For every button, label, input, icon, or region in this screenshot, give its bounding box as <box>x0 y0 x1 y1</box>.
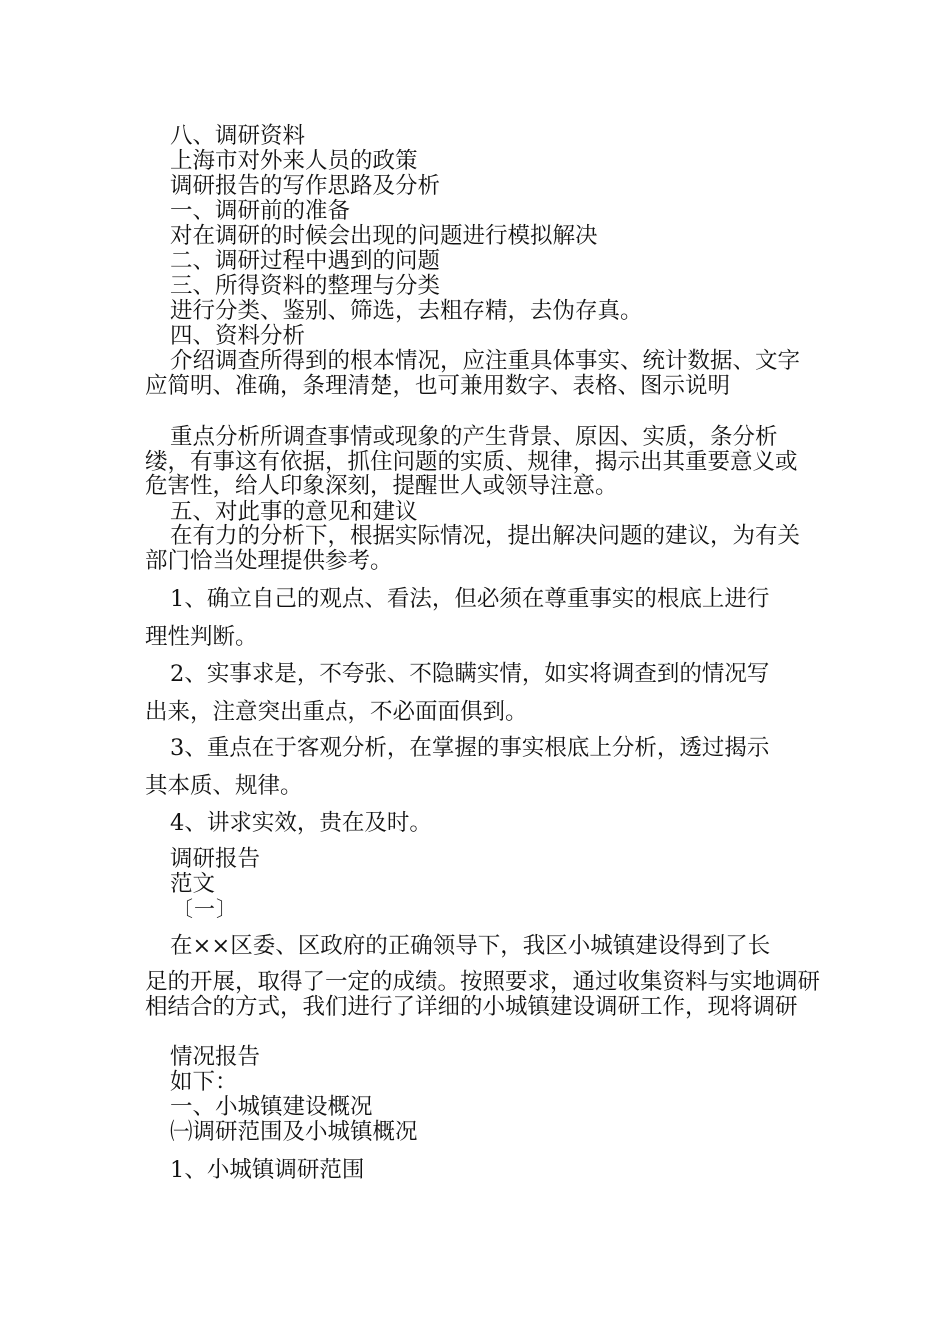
section-1-text: 对在调研的时候会出现的问题进行模拟解决 <box>170 223 598 249</box>
sample-line-3: 情况报告 <box>170 1044 261 1070</box>
sample-label: 范文 <box>170 871 216 897</box>
section-5-paragraph: 在有力的分析下，根据实际情况，提出解决问题的建议，为有关部门恰当处理提供参考。 <box>145 523 801 574</box>
point-2-line-2: 出来，注意突出重点，不必面面俱到。 <box>145 699 528 725</box>
point-3-line-1: 3、重点在于客观分析，在掌握的事实根底上分析，透过揭示 <box>170 735 770 761</box>
section-5-title: 五、对此事的意见和建议 <box>170 499 418 525</box>
sample-line-4: 如下： <box>170 1069 238 1095</box>
section-3-text: 进行分类、鉴别、筛选，去粗存精，去伪存真。 <box>170 298 643 324</box>
section-4-paragraph-2: 重点分析所调查事情或现象的产生背景、原因、实质，条分析缕，有事这有依据，抓住问题的实质、规律，揭示出其重要意义或危害性，给人印象深刻，提醒世人或领导注意。 <box>145 424 798 499</box>
section-4-title: 四、资料分析 <box>170 323 306 349</box>
point-4: 4、讲求实效，贵在及时。 <box>170 810 432 836</box>
report-label: 调研报告 <box>170 846 261 872</box>
overview-title: 一、小城镇建设概况 <box>170 1094 373 1120</box>
sample-number: 〔一〕 <box>172 897 238 921</box>
section-3-title: 三、所得资料的整理与分类 <box>170 273 441 299</box>
point-1-line-1: 1、确立自己的观点、看法，但必须在尊重事实的根底上进行 <box>170 586 770 612</box>
scope-title: ㈠调研范围及小城镇概况 <box>170 1119 418 1145</box>
point-2-line-1: 2、实事求是，不夸张、不隐瞒实情，如实将调查到的情况写 <box>170 661 770 687</box>
scope-item: 1、小城镇调研范围 <box>170 1157 365 1183</box>
point-3-line-2: 其本质、规律。 <box>145 773 303 799</box>
point-1-line-2: 理性判断。 <box>145 624 258 650</box>
writing-guide-title: 调研报告的写作思路及分析 <box>170 173 441 199</box>
section-1-title: 一、调研前的准备 <box>170 198 351 224</box>
sample-line-1: 在××区委、区政府的正确领导下，我区小城镇建设得到了长 <box>170 933 771 959</box>
heading-research-materials: 八、调研资料 <box>170 123 306 149</box>
policy-line: 上海市对外来人员的政策 <box>170 148 418 174</box>
section-2-title: 二、调研过程中遇到的问题 <box>170 248 441 274</box>
sample-line-2: 足的开展，取得了一定的成绩。按照要求，通过收集资料与实地调研相结合的方式，我们进行了详细的小城镇建设调研工作，现将调研 <box>145 969 821 1020</box>
section-4-paragraph-1: 介绍调查所得到的根本情况，应注重具体事实、统计数据、文字应简明、准确，条理清楚，也可兼用数字、表格、图示说明 <box>145 348 801 399</box>
